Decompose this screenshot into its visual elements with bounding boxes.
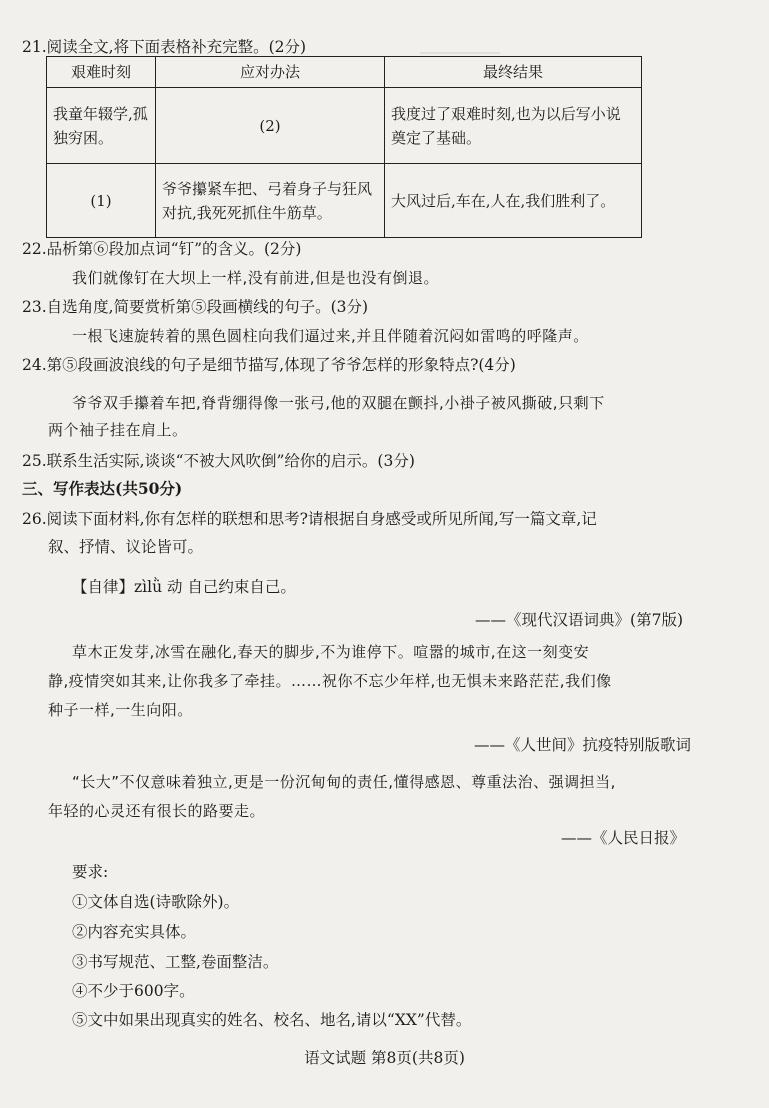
table-cell: (1): [47, 164, 156, 238]
q24-prompt: 24.第⑤段画波浪线的句子是细节描写,体现了爷爷怎样的形象特点?(4分): [22, 356, 516, 374]
table-cell: 大风过后,车在,人在,我们胜利了。: [385, 164, 642, 238]
table-cell: (2): [156, 88, 385, 164]
dict-entry: 【自律】zìlǜ 动 自己约束自己。: [72, 578, 296, 596]
page-footer: 语文试题 第8页(共8页): [304, 1049, 465, 1067]
lyric-line1: 草木正发芽,冰雪在融化,春天的脚步,不为谁停下。喧嚣的城市,在这一刻变安: [72, 643, 590, 661]
q24-quote-line2: 两个袖子挂在肩上。: [48, 421, 188, 439]
table-header: 艰难时刻: [47, 57, 156, 88]
requirements-title: 要求:: [72, 863, 109, 881]
table-cell: 爷爷攥紧车把、弓着身子与狂风对抗,我死死抓住牛筋草。: [156, 164, 385, 238]
dict-source: ——《现代汉语词典》(第7版): [475, 611, 683, 629]
q26-prompt-line1: 26.阅读下面材料,你有怎样的联想和思考?请根据自身感受或所见所闻,写一篇文章,记: [22, 510, 597, 528]
table-header-row: [47, 57, 642, 88]
requirement-item: ①文体自选(诗歌除外)。: [72, 893, 240, 911]
table-cell: 我童年辍学,孤独穷困。: [47, 88, 156, 164]
lyric-source: ——《人世间》抗疫特别版歌词: [473, 736, 691, 754]
q25-prompt: 25.联系生活实际,谈谈“不被大风吹倒”给你的启示。(3分): [22, 452, 415, 470]
lyric-line2: 静,疫情突如其来,让你我多了牵挂。……祝你不忘少年样,也无惧未来路茫茫,我们像: [48, 672, 612, 690]
q24-quote-line1: 爷爷双手攥着车把,脊背绷得像一张弓,他的双腿在颤抖,小褂子被风撕破,只剩下: [72, 394, 605, 412]
table-cell: 我度过了艰难时刻,也为以后写小说奠定了基础。: [385, 88, 642, 164]
quote-line1: “长大”不仅意味着独立,更是一份沉甸甸的责任,懂得感恩、尊重法治、强调担当,: [72, 773, 616, 791]
q21-table: [46, 56, 642, 238]
table-header: 最终结果: [385, 57, 642, 88]
requirement-item: ④不少于600字。: [72, 982, 195, 1000]
table-row: [47, 88, 642, 164]
table-header: 应对办法: [156, 57, 385, 88]
q23-quote: 一根飞速旋转着的黑色圆柱向我们逼过来,并且伴随着沉闷如雷鸣的呼隆声。: [72, 327, 589, 345]
lyric-line3: 种子一样,一生向阳。: [48, 701, 193, 719]
bleed-through: ▁▁▁▁▁▁▁▁: [420, 40, 500, 55]
q22-quote: 我们就像钉在大坝上一样,没有前进,但是也没有倒退。: [72, 269, 440, 287]
section-title: 三、写作表达(共50分): [22, 479, 183, 498]
q21-prompt: 21.阅读全文,将下面表格补充完整。(2分): [22, 38, 307, 56]
table-row: [47, 164, 642, 238]
requirement-item: ⑤文中如果出现真实的姓名、校名、地名,请以“XX”代替。: [72, 1011, 472, 1029]
quote-line2: 年轻的心灵还有很长的路要走。: [48, 802, 266, 820]
requirement-item: ③书写规范、工整,卷面整洁。: [72, 953, 279, 971]
quote-source: ——《人民日报》: [560, 829, 685, 847]
requirement-item: ②内容充实具体。: [72, 923, 197, 941]
q23-prompt: 23.自选角度,简要赏析第⑤段画横线的句子。(3分): [22, 298, 369, 316]
q26-prompt-line2: 叙、抒情、议论皆可。: [48, 538, 204, 556]
q22-prompt: 22.品析第⑥段加点词“钉”的含义。(2分): [22, 240, 302, 258]
